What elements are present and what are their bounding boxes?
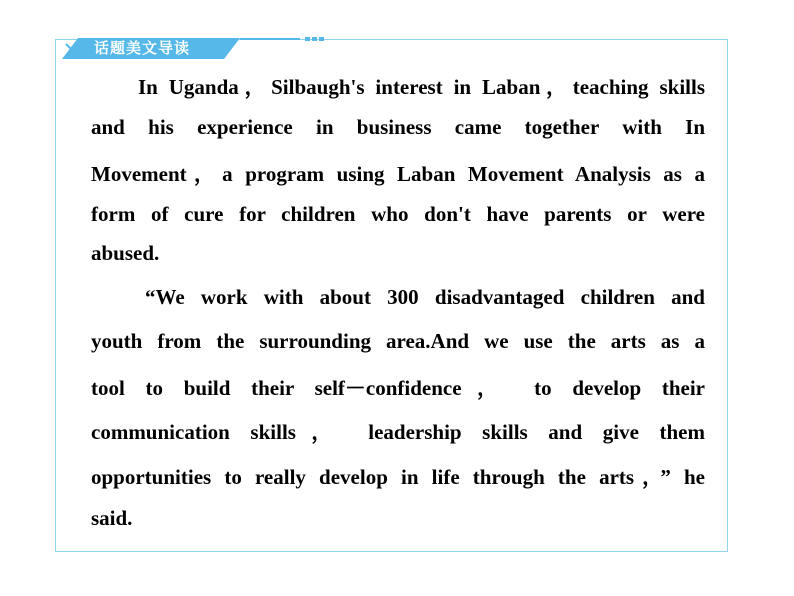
header-divider (240, 38, 300, 40)
text-line: abused. (91, 241, 160, 265)
text-line: form of cure for children who don't have parents or were (91, 202, 705, 226)
header-title: 话题美文导读 (94, 39, 191, 57)
text-line: said. (91, 506, 133, 530)
text-line: and his experience in business came together with In (91, 115, 705, 139)
header-dot (312, 37, 317, 41)
text-line: opportunities to really develop in life through the arts，” he (91, 465, 705, 489)
header-dots (305, 37, 324, 41)
header-dot (305, 37, 310, 41)
text-line: communication skills， leadership skills and give them (91, 420, 705, 444)
text-line: Movement，a program using Laban Movement Analysis as a (91, 162, 705, 186)
text-line: tool to build their self－confidence， to develop their (91, 376, 705, 400)
text-line: In Uganda，Silbaugh's interest in Laban，teaching skills (138, 75, 705, 99)
text-line: “We work with about 300 disadvantaged children and (145, 285, 705, 309)
header-dot (319, 37, 324, 41)
text-line: youth from the surrounding area.And we use the arts as a (91, 329, 705, 353)
